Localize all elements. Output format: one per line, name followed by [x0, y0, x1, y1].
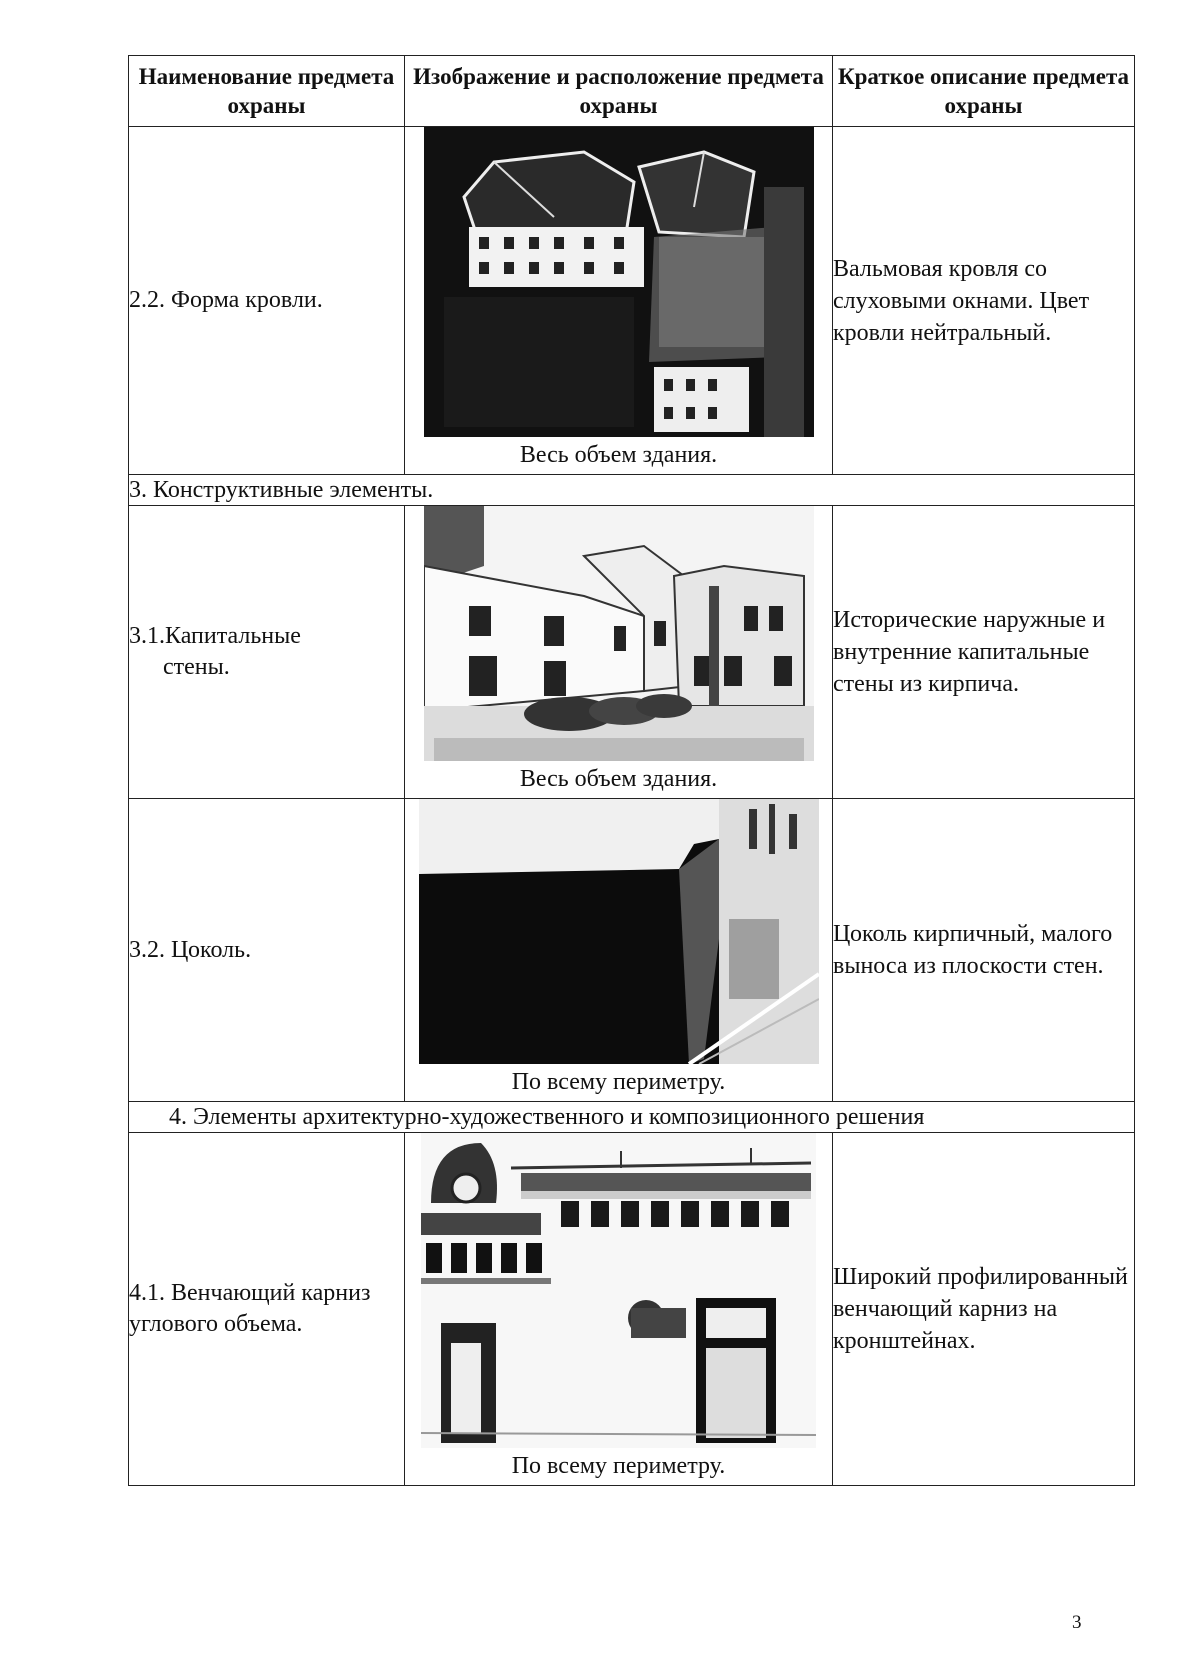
plinth-photo — [419, 799, 819, 1064]
item-name — [129, 506, 405, 799]
section-title: 4. Элементы архитектурно-художественного и композиционного решения — [129, 1102, 1135, 1133]
protection-items-table — [128, 55, 1135, 1486]
image-caption: Весь объем здания. — [519, 766, 718, 792]
item-image-cell — [405, 127, 833, 475]
walls-courtyard-photo — [424, 506, 814, 761]
item-description: Широкий профилированный венчающий карниз на кронштейнах. — [833, 1133, 1135, 1486]
section-row — [129, 475, 1135, 506]
page-number: 3 — [1072, 1612, 1082, 1633]
item-name: 2.2. Форма кровли. — [129, 127, 405, 475]
item-description: Исторические наружные и внутренние капитальные стены из кирпича. — [833, 506, 1135, 799]
header-image: Изображение и расположение предмета охраны — [405, 56, 833, 127]
item-name: 4.1. Венчающий карниз углового объема. — [129, 1133, 405, 1486]
table-row — [129, 1133, 1135, 1486]
item-image-cell — [405, 506, 833, 799]
table-row — [129, 506, 1135, 799]
image-caption: По всему периметру. — [511, 1069, 726, 1095]
item-description: Цоколь кирпичный, малого выноса из плоскости стен. — [833, 799, 1135, 1102]
item-name-line: стены. — [163, 654, 230, 680]
image-caption: Весь объем здания. — [519, 442, 718, 468]
item-name-line: 3.1.Капитальные — [129, 623, 301, 649]
header-description: Краткое описание предмета охраны — [833, 56, 1135, 127]
cornice-photo — [421, 1133, 816, 1448]
item-name: 3.2. Цоколь. — [129, 799, 405, 1102]
item-image-cell — [405, 799, 833, 1102]
table-row — [129, 799, 1135, 1102]
item-image-cell — [405, 1133, 833, 1486]
table-header-row — [129, 56, 1135, 127]
item-description: Вальмовая кровля со слуховыми окнами. Цвет кровли нейтральный. — [833, 127, 1135, 475]
section-row — [129, 1102, 1135, 1133]
section-title: 3. Конструктивные элементы. — [129, 475, 1135, 506]
roof-aerial-photo — [424, 127, 814, 437]
image-caption: По всему периметру. — [511, 1453, 726, 1479]
header-name: Наименование предмета охраны — [129, 56, 405, 127]
table-row — [129, 127, 1135, 475]
